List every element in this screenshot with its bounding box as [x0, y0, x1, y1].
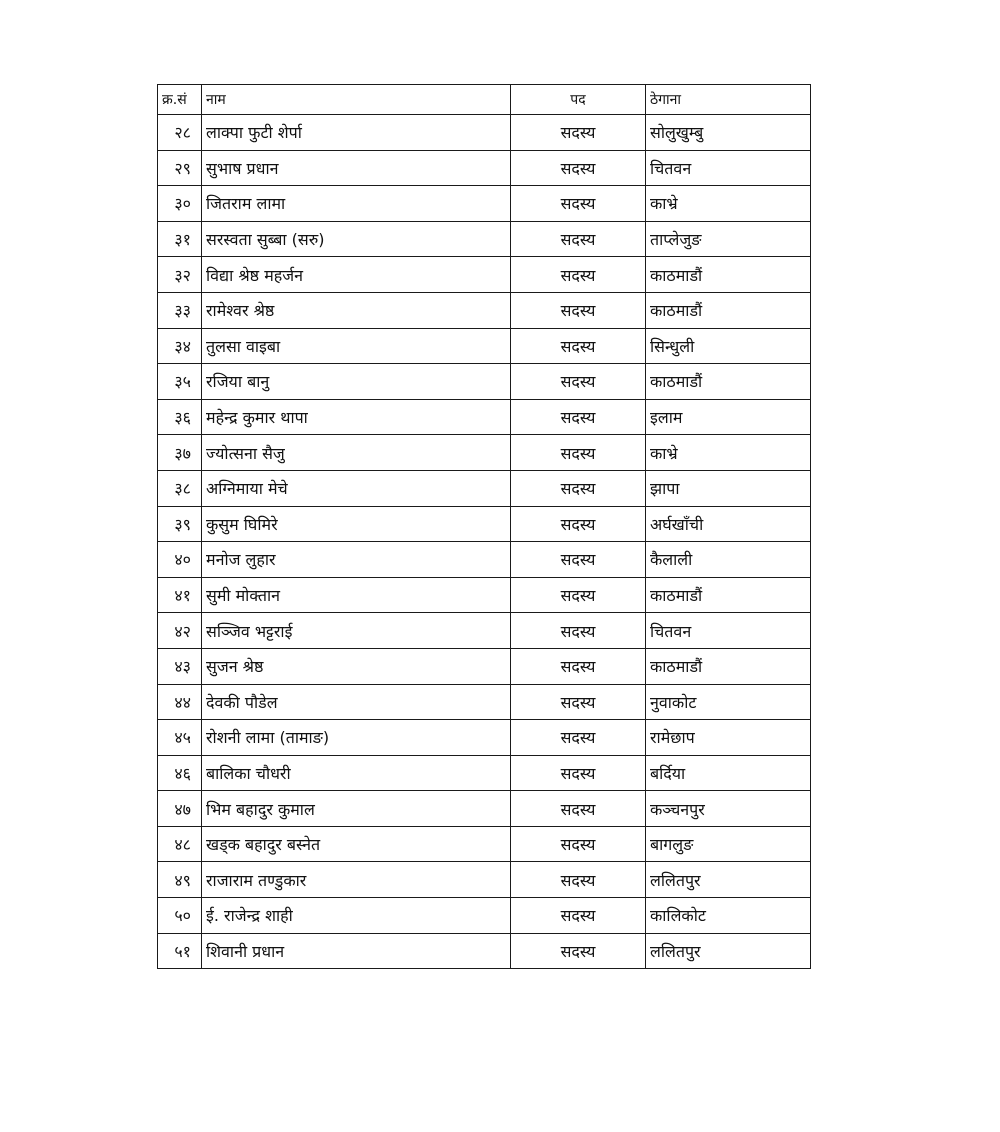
cell-address: झापा	[646, 470, 811, 506]
cell-address: काठमाडौं	[646, 364, 811, 400]
cell-name: ज्योत्सना सैजु	[202, 435, 511, 471]
cell-address: चितवन	[646, 150, 811, 186]
members-table	[157, 84, 811, 969]
table-row	[158, 257, 811, 293]
cell-post: सदस्य	[511, 898, 646, 934]
cell-post: सदस्य	[511, 115, 646, 151]
cell-address: ताप्लेजुङ	[646, 221, 811, 257]
cell-name: लाक्पा फुटी शेर्पा	[202, 115, 511, 151]
cell-serial: ५०	[158, 898, 202, 934]
cell-post: सदस्य	[511, 292, 646, 328]
cell-name: सुमी मोक्तान	[202, 577, 511, 613]
table-row	[158, 506, 811, 542]
cell-post: सदस्य	[511, 186, 646, 222]
cell-name: शिवानी प्रधान	[202, 933, 511, 969]
cell-serial: २८	[158, 115, 202, 151]
cell-address: काठमाडौं	[646, 292, 811, 328]
cell-address: कालिकोट	[646, 898, 811, 934]
cell-post: सदस्य	[511, 826, 646, 862]
cell-post: सदस्य	[511, 862, 646, 898]
cell-name: बालिका चौधरी	[202, 755, 511, 791]
cell-post: सदस्य	[511, 364, 646, 400]
cell-name: ई. राजेन्द्र शाही	[202, 898, 511, 934]
table-row	[158, 898, 811, 934]
header-address: ठेगाना	[646, 85, 811, 115]
table-row	[158, 221, 811, 257]
cell-name: जितराम लामा	[202, 186, 511, 222]
table-row	[158, 791, 811, 827]
cell-serial: ३८	[158, 470, 202, 506]
table-row	[158, 150, 811, 186]
cell-serial: ५१	[158, 933, 202, 969]
cell-serial: ४१	[158, 577, 202, 613]
table-row	[158, 648, 811, 684]
cell-post: सदस्य	[511, 720, 646, 756]
cell-post: सदस्य	[511, 542, 646, 578]
cell-name: अग्निमाया मेचे	[202, 470, 511, 506]
cell-name: देवकी पौडेल	[202, 684, 511, 720]
cell-address: ललितपुर	[646, 933, 811, 969]
cell-name: तुलसा वाइबा	[202, 328, 511, 364]
table-row	[158, 933, 811, 969]
table-row	[158, 755, 811, 791]
cell-address: काठमाडौं	[646, 577, 811, 613]
cell-name: सरस्वता सुब्बा (सरु)	[202, 221, 511, 257]
cell-post: सदस्य	[511, 684, 646, 720]
cell-post: सदस्य	[511, 435, 646, 471]
cell-serial: ४७	[158, 791, 202, 827]
cell-post: सदस्य	[511, 577, 646, 613]
cell-address: काभ्रे	[646, 435, 811, 471]
table-row	[158, 186, 811, 222]
table-row	[158, 613, 811, 649]
cell-address: ललितपुर	[646, 862, 811, 898]
cell-serial: ३२	[158, 257, 202, 293]
cell-address: रामेछाप	[646, 720, 811, 756]
cell-post: सदस्य	[511, 399, 646, 435]
cell-name: भिम बहादुर कुमाल	[202, 791, 511, 827]
cell-address: अर्घखाँची	[646, 506, 811, 542]
cell-name: महेन्द्र कुमार थापा	[202, 399, 511, 435]
cell-address: काठमाडौं	[646, 257, 811, 293]
cell-serial: ४४	[158, 684, 202, 720]
cell-serial: ४६	[158, 755, 202, 791]
table-row	[158, 328, 811, 364]
table-row	[158, 684, 811, 720]
cell-address: इलाम	[646, 399, 811, 435]
cell-name: विद्या श्रेष्ठ महर्जन	[202, 257, 511, 293]
cell-post: सदस्य	[511, 257, 646, 293]
cell-serial: ४९	[158, 862, 202, 898]
cell-serial: ४०	[158, 542, 202, 578]
cell-address: काभ्रे	[646, 186, 811, 222]
cell-name: रामेश्वर श्रेष्ठ	[202, 292, 511, 328]
cell-serial: ३९	[158, 506, 202, 542]
table-row	[158, 862, 811, 898]
cell-serial: ३३	[158, 292, 202, 328]
cell-name: सुभाष प्रधान	[202, 150, 511, 186]
table-header	[158, 85, 811, 115]
table-row	[158, 364, 811, 400]
cell-post: सदस्य	[511, 506, 646, 542]
cell-address: सिन्धुली	[646, 328, 811, 364]
cell-serial: ४५	[158, 720, 202, 756]
table-row	[158, 720, 811, 756]
cell-post: सदस्य	[511, 648, 646, 684]
cell-name: सुजन श्रेष्ठ	[202, 648, 511, 684]
table-row	[158, 292, 811, 328]
cell-serial: ३५	[158, 364, 202, 400]
table-row	[158, 470, 811, 506]
cell-post: सदस्य	[511, 150, 646, 186]
header-name: नाम	[202, 85, 511, 115]
table-row	[158, 435, 811, 471]
table-row	[158, 577, 811, 613]
cell-name: राजाराम तण्डुकार	[202, 862, 511, 898]
header-row	[158, 85, 811, 115]
cell-address: बर्दिया	[646, 755, 811, 791]
cell-name: रजिया बानु	[202, 364, 511, 400]
header-post: पद	[511, 85, 646, 115]
cell-name: रोशनी लामा (तामाङ)	[202, 720, 511, 756]
cell-address: कञ्चनपुर	[646, 791, 811, 827]
cell-serial: ३१	[158, 221, 202, 257]
cell-post: सदस्य	[511, 933, 646, 969]
cell-serial: २९	[158, 150, 202, 186]
cell-name: कुसुम घिमिरे	[202, 506, 511, 542]
cell-address: कैलाली	[646, 542, 811, 578]
cell-address: चितवन	[646, 613, 811, 649]
table-row	[158, 399, 811, 435]
cell-address: नुवाकोट	[646, 684, 811, 720]
cell-post: सदस्य	[511, 470, 646, 506]
cell-name: मनोज लुहार	[202, 542, 511, 578]
cell-post: सदस्य	[511, 791, 646, 827]
cell-post: सदस्य	[511, 221, 646, 257]
cell-serial: ४२	[158, 613, 202, 649]
cell-serial: ४८	[158, 826, 202, 862]
cell-serial: ३४	[158, 328, 202, 364]
cell-address: बागलुङ	[646, 826, 811, 862]
header-serial: क्र.सं	[158, 85, 202, 115]
cell-serial: ३६	[158, 399, 202, 435]
cell-name: सञ्जिव भट्टराई	[202, 613, 511, 649]
cell-serial: ३७	[158, 435, 202, 471]
table-row	[158, 115, 811, 151]
table-row	[158, 542, 811, 578]
cell-name: खड्क बहादुर बस्नेत	[202, 826, 511, 862]
table-body	[158, 115, 811, 969]
cell-post: सदस्य	[511, 755, 646, 791]
cell-serial: ४३	[158, 648, 202, 684]
cell-address: सोलुखुम्बु	[646, 115, 811, 151]
cell-post: सदस्य	[511, 613, 646, 649]
cell-post: सदस्य	[511, 328, 646, 364]
cell-address: काठमाडौं	[646, 648, 811, 684]
table-row	[158, 826, 811, 862]
cell-serial: ३०	[158, 186, 202, 222]
